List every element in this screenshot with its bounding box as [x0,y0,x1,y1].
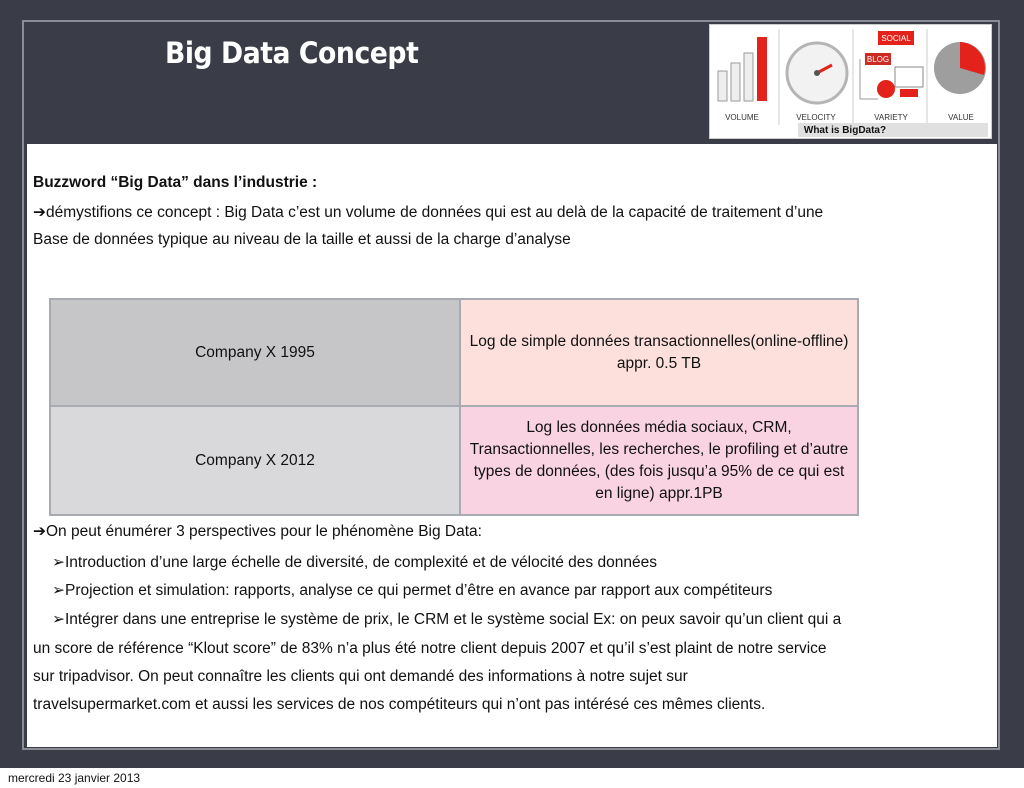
comparison-table [49,298,859,516]
description-cell: Log les données média sociaux, CRM, Transactionnelles, les recherches, le profiling et d’autre types de données, (des fois jusqu’a 95% de ce qui est en ligne) appr.1PB [460,406,858,515]
footer-date: mercredi 23 janvier 2013 [6,770,144,787]
table-row [50,299,858,406]
list-item: ➢Projection et simulation: rapports, analyse ce qui permet d’être en avance par rapport aux compétiteurs [52,582,773,599]
slide-title: Big Data Concept [165,36,419,70]
svg-text:What is BigData?: What is BigData? [803,125,887,136]
intro-line-2: Base de données typique au niveau de la taille et aussi de la charge d’analyse [33,231,571,248]
intro-line-1: ➔démystifions ce concept : Big Data c’est un volume de données qui est au delà de la capacité de traitement d’une [33,204,824,221]
list-item: ➢Introduction d’une large échelle de diversité, de complexité et de vélocité des données [52,554,657,571]
company-cell: Company X 1995 [50,299,460,406]
svg-text:SOCIAL: SOCIAL [881,34,911,43]
svg-text:BLOG: BLOG [866,55,890,64]
svg-text:VOLUME: VOLUME [725,113,759,122]
continuation-line: travelsupermarket.com et aussi les services de nos compétiteurs qui n’ont pas intérésé ces mêmes clients. [33,696,766,713]
big-data-banner-image [709,24,992,139]
svg-text:VALUE: VALUE [948,113,974,122]
footer-strip [0,768,1024,788]
continuation-line: sur tripadvisor. On peut connaître les clients qui ont demandé des informations à notre sujet sur [33,668,688,685]
company-cell: Company X 2012 [50,406,460,515]
continuation-line: un score de référence “Klout score” de 83% n’a plus été notre client depuis 2007 et qu’il s’est plaint de notre service [33,640,827,657]
svg-text:VARIETY: VARIETY [874,113,908,122]
velocity-gauge-icon [787,43,847,103]
buzzword-heading: Buzzword “Big Data” dans l’industrie : [33,174,318,191]
perspectives-intro: ➔On peut énumérer 3 perspectives pour le phénomène Big Data: [33,523,482,540]
svg-text:VELOCITY: VELOCITY [796,113,836,122]
description-cell: Log de simple données transactionnelles(online-offline) appr. 0.5 TB [460,299,858,406]
list-item: ➢Intégrer dans une entreprise le système de prix, le CRM et le système social Ex: on peux savoir qu’un client qui a [52,611,842,628]
table-row [50,406,858,515]
value-pie-icon [934,42,986,94]
